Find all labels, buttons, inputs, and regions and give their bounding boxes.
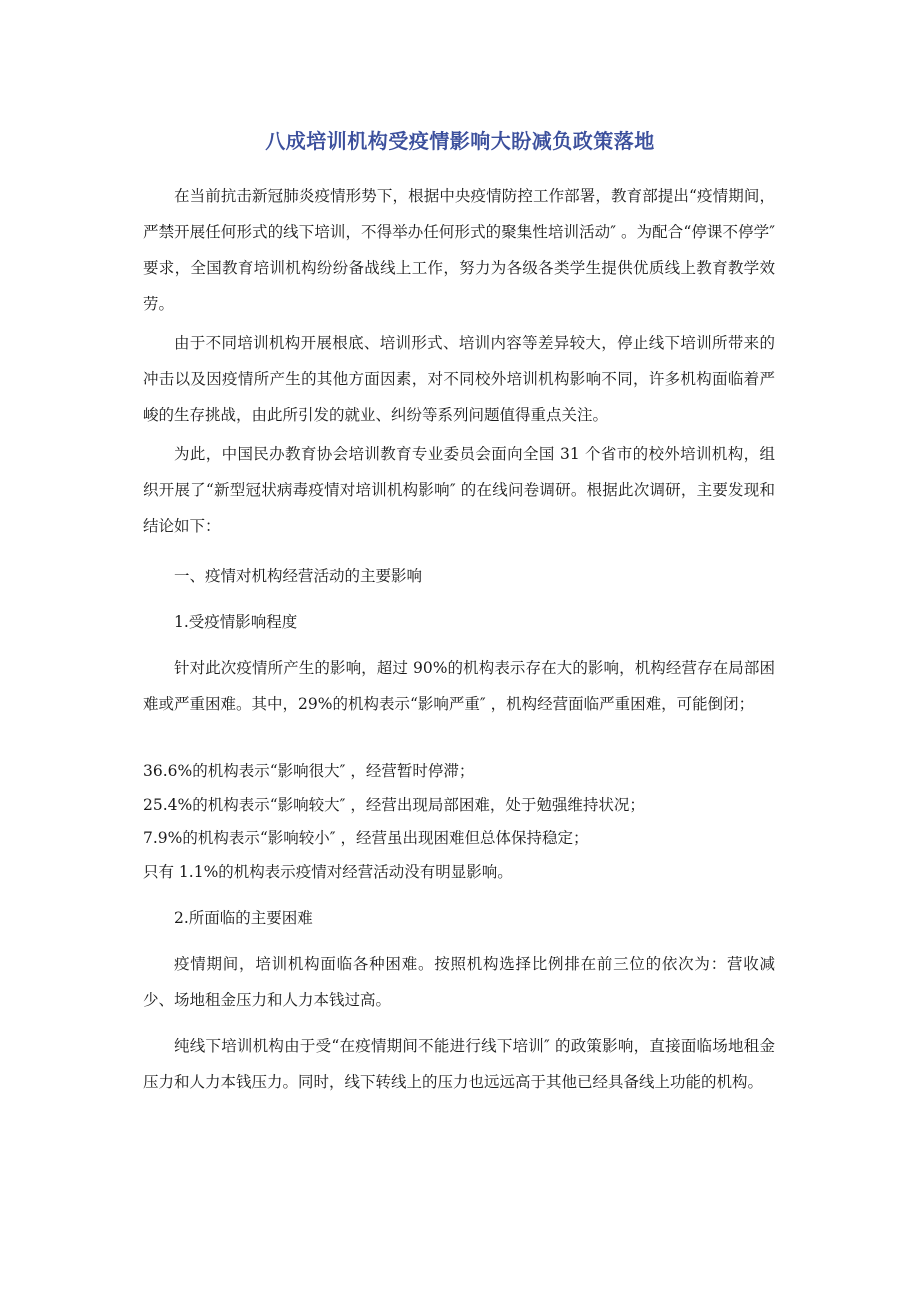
paragraph-impact-degree: 针对此次疫情所产生的影响，超过 90%的机构表示存在大的影响，机构经营存在局部困难或严重困难。其中，29%的机构表示“影响严重″ ，机构经营面临严重困难，可能倒闭； xyxy=(143,659,775,713)
section-heading-1: 一、疫情对机构经营活动的主要影响 xyxy=(174,567,423,585)
stat-line-none: 只有 1.1%的机构表示疫情对经营活动没有明显影响。 xyxy=(143,863,513,881)
stat-line-very-large: 36.6%的机构表示“影响很大″ ，经营暂时停滞； xyxy=(143,762,475,780)
paragraph-context: 在当前抗击新冠肺炎疫情形势下，根据中央疫情防控工作部署，教育部提出“疫情期间，严禁开展任何形式的线下培训，不得举办任何形式的聚集性培训活动″ 。为配合“停课不停学″ 要求，全国教育培训机构纷纷备战线上工作，努力为各级各类学生提供优质线上教育教学效劳。 xyxy=(143,187,775,313)
subsection-heading-1-2: 2.所面临的主要困难 xyxy=(174,909,313,927)
paragraph-offline-pressure: 纯线下培训机构由于受“在疫情期间不能进行线下培训″ 的政策影响，直接面临场地租金压力和人力本钱压力。同时，线下转线上的压力也远远高于其他已经具备线上功能的机构。 xyxy=(143,1037,775,1091)
stat-line-small: 7.9%的机构表示“影响较小″ ，经营虽出现困难但总体保持稳定； xyxy=(143,829,589,847)
subsection-heading-1-1: 1.受疫情影响程度 xyxy=(174,613,298,631)
paragraph-survey-intro: 为此，中国民办教育协会培训教育专业委员会面向全国 31 个省市的校外培训机构，组织开展了“新型冠状病毒疫情对培训机构影响″ 的在线问卷调研。根据此次调研，主要发现和结论如下： xyxy=(143,445,775,535)
stat-line-large: 25.4%的机构表示“影响较大″ ，经营出现局部困难，处于勉强维持状况； xyxy=(143,796,645,814)
paragraph-main-difficulties: 疫情期间，培训机构面临各种困难。按照机构选择比例排在前三位的依次为：营收减少、场地租金压力和人力本钱过高。 xyxy=(143,955,775,1009)
paragraph-impact-differences: 由于不同培训机构开展根底、培训形式、培训内容等差异较大，停止线下培训所带来的冲击以及因疫情所产生的其他方面因素，对不同校外培训机构影响不同，许多机构面临着严峻的生存挑战，由此所引发的就业、纠纷等系列问题值得重点关注。 xyxy=(143,334,775,424)
document-title: 八成培训机构受疫情影响大盼减负政策落地 xyxy=(265,129,655,153)
